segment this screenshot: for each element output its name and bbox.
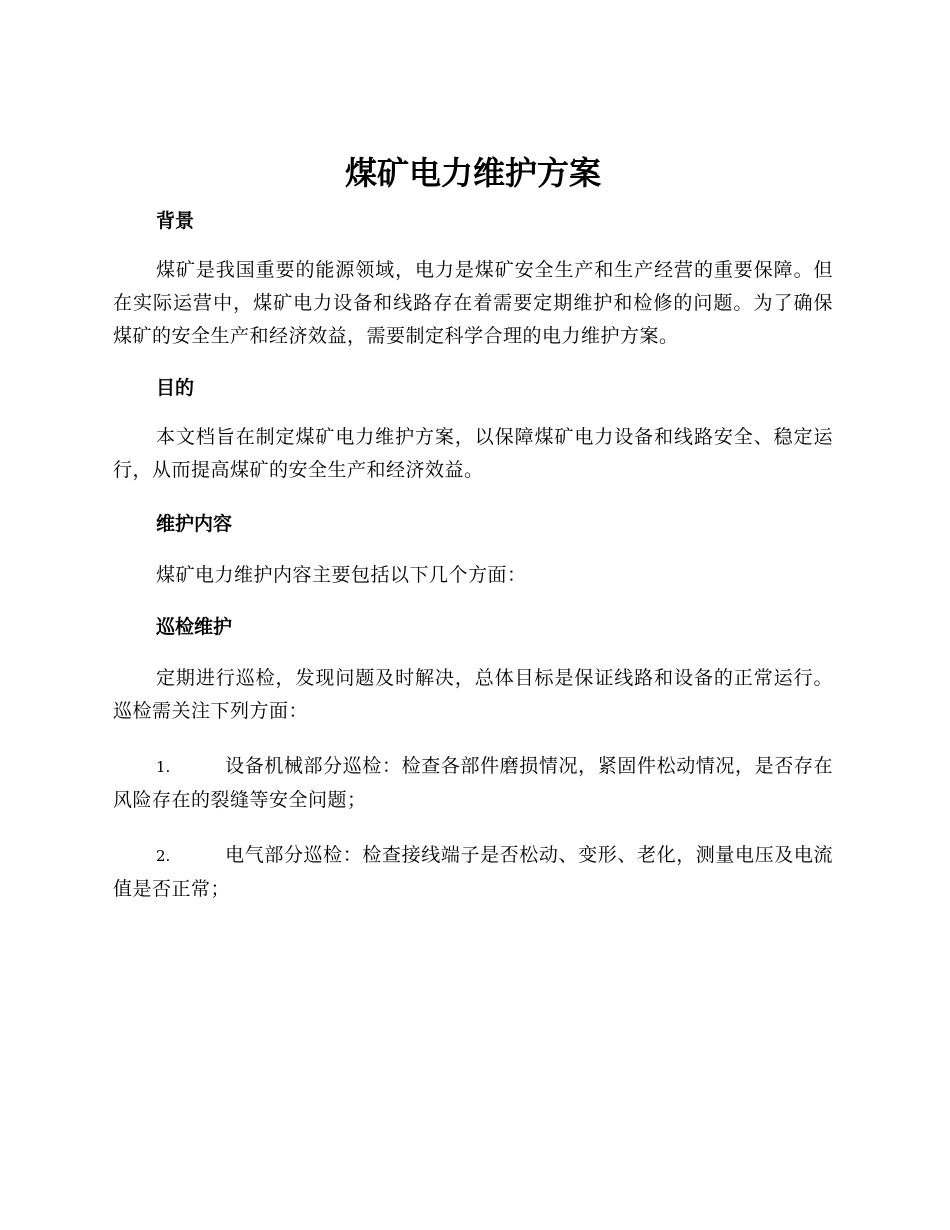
paragraph-background: 煤矿是我国重要的能源领域，电力是煤矿安全生产和生产经营的重要保障。但在实际运营中，煤矿电力设备和线路存在着需要定期维护和检修的问题。为了确保煤矿的安全生产和经济效益，需要制定科学合理的电力维护方案。 — [113, 259, 833, 347]
list-item-number: 2. — [156, 847, 171, 865]
paragraph-purpose: 本文档旨在制定煤矿电力维护方案，以保障煤矿电力设备和线路安全、稳定运行，从而提高煤矿的安全生产和经济效益。 — [113, 426, 833, 481]
list-item-text: 设备机械部分巡检：检查各部件磨损情况，紧固件松动情况，是否存在风险存在的裂缝等安全问题； — [113, 755, 833, 811]
paragraph-content: 煤矿电力维护内容主要包括以下几个方面： — [156, 564, 527, 586]
paragraph-inspection: 定期进行巡检，发现问题及时解决，总体目标是保证线路和设备的正常运行。巡检需关注下列方面： — [113, 667, 833, 722]
section-inspection — [113, 614, 833, 906]
section-heading-inspection: 巡检维护 — [156, 616, 233, 638]
section-heading-content: 维护内容 — [156, 513, 233, 535]
list-item — [113, 750, 833, 817]
document-title: 煤矿电力维护方案 — [344, 154, 601, 192]
list-item — [113, 839, 833, 906]
section-purpose — [113, 375, 833, 487]
section-background — [113, 208, 833, 353]
section-content — [113, 511, 833, 592]
list-item-number: 1. — [156, 758, 171, 776]
section-heading-purpose: 目的 — [156, 377, 195, 399]
list-item-text: 电气部分巡检：检查接线端子是否松动、变形、老化，测量电压及电流值是否正常； — [113, 844, 833, 900]
document-page — [113, 150, 833, 906]
section-heading-background: 背景 — [156, 210, 195, 232]
